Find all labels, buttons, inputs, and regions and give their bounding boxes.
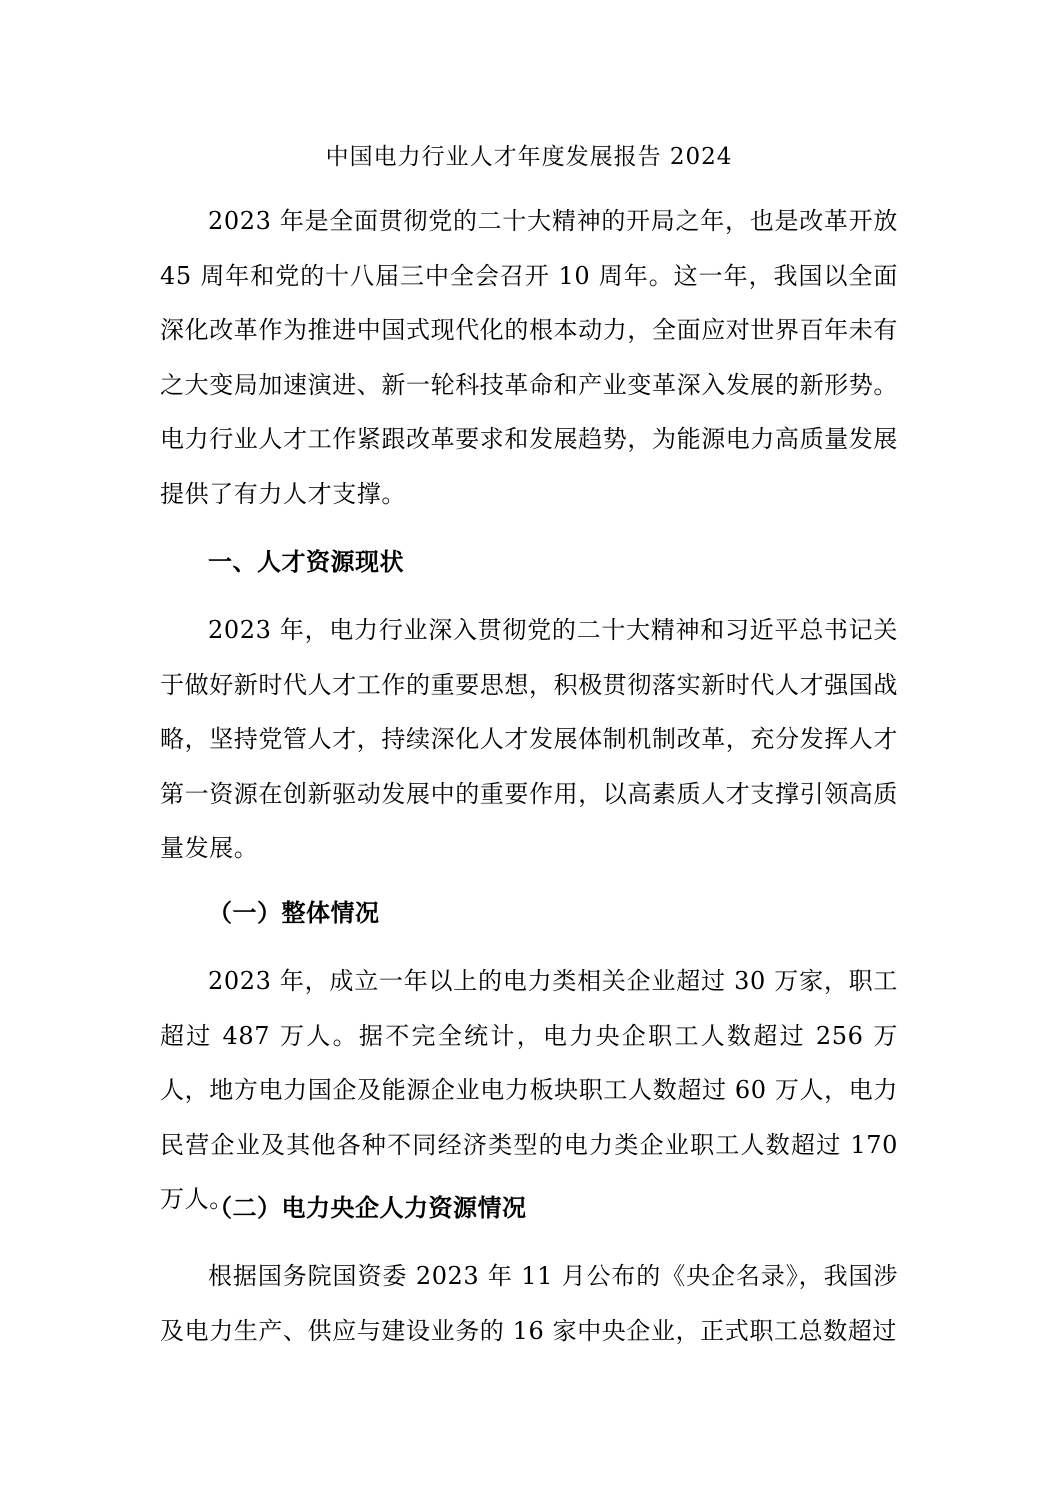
subsection-heading-central-enterprises: （二）电力央企人力资源情况	[208, 1193, 527, 1222]
section-paragraph-talent-status: 2023 年，电力行业深入贯彻党的二十大精神和习近平总书记关于做好新时代人才工作的重要思想，积极贯彻落实新时代人才强国战略，坚持党管人才，持续深化人才发展体制机制改革，充分发挥人才第一资源在创新驱动发展中的重要作用，以高素质人才支撑引领高质量发展。	[160, 616, 898, 862]
section-heading-talent-status: 一、人才资源现状	[208, 547, 404, 576]
subsection-paragraph-overall: 2023 年，成立一年以上的电力类相关企业超过 30 万家，职工超过 487 万人。据不完全统计，电力央企职工人数超过 256 万人，地方电力国企及能源企业电力板块职工人数超过 60 万人，电力民营企业及其他各种不同经济类型的电力类企业职工人数超过 170 万人。	[160, 967, 898, 1213]
subsection-paragraph-central-enterprises: 根据国务院国资委 2023 年 11 月公布的《央企名录》，我国涉及电力生产、供应与建设业务的 16 家中央企业，正式职工总数超过	[160, 1262, 898, 1345]
intro-paragraph: 2023 年是全面贯彻党的二十大精神的开局之年，也是改革开放 45 周年和党的十八届三中全会召开 10 周年。这一年，我国以全面深化改革作为推进中国式现代化的根本动力，全面应对世界百年未有之大变局加速演进、新一轮科技革命和产业变革深入发展的新形势。电力行业人才工作紧跟改革要求和发展趋势，为能源电力高质量发展提供了有力人才支撑。	[160, 207, 898, 508]
page-title: 中国电力行业人才年度发展报告 2024	[325, 144, 733, 170]
subsection-heading-overall: （一）整体情况	[208, 898, 380, 927]
